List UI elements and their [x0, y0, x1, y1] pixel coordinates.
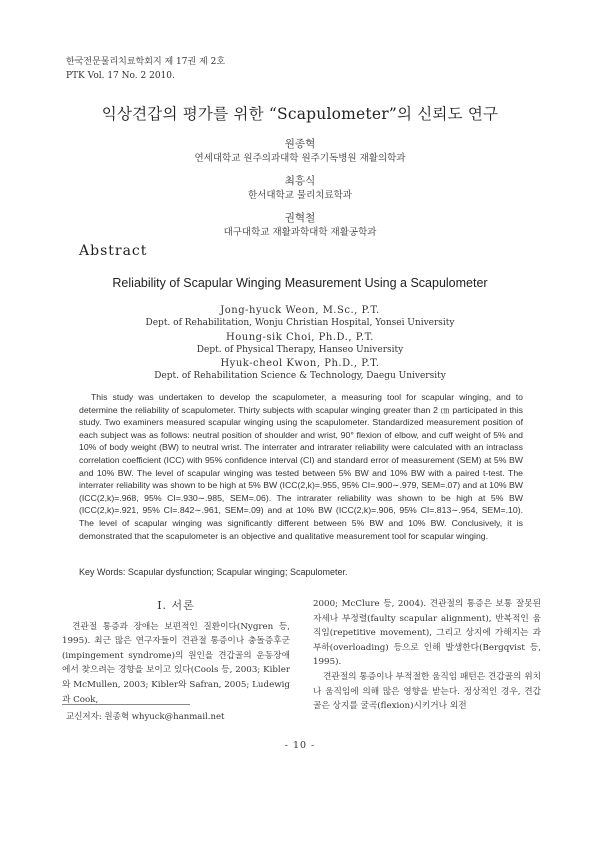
author-2-affiliation-ko: 한서대학교 물리치료학과 — [248, 189, 352, 201]
korean-title: 익상견갑의 평가를 위한 “Scapulometer”의 신뢰도 연구 — [101, 105, 499, 123]
english-title: Reliability of Scapular Winging Measurement Using a Scapulometer — [112, 276, 488, 290]
author-1-name-ko: 원종혁 — [284, 138, 316, 150]
page-number: - 10 - — [284, 740, 316, 751]
abstract-body: This study was undertaken to develop the scapulometer, a measuring tool for scapular winging, and to determine the reliability of scapulometer. Thirty subjects with scapular winging greater than 2 ㎝ participated in this study. Two examiners measured scapular winging using the scapulometer. Standardized measurement position of each subject was as follows: neutral position of shoulder and wrist, 90° flexion of elbow, and cuff weight of 5% and 10% of body weight (BW) to neutral wrist. The interrater and intrarater reliability were calculated with an intraclass correlation coefficient (ICC) with 95% confidence interval (CI) and standard error of measurement (SEM) at 5% BW and 10% BW. The level of scapular winging was tested between 5% BW and 10% BW with a paired t-test. The interrater reliability was shown to be high at 5% BW (ICC(2,k)=.955, 95% CI=.900∼.979, SEM=.07) and at 10% BW (ICC(2,k)=.968, 95% CI=.930∼.985, SEM=.06). The intrarater reliability was shown to be high at 5% BW (ICC(2,k)=.921, 95% CI=.842∼.961, SEM=.09) and at 10% BW (ICC(2,k)=.906, 95% CI=.813∼.954, SEM=.10). The level of scapular winging was significantly different between 5% BW and 10% BW. Conclusively, it is demonstrated that the scapulometer is an objective and qualitative measurement tool for scapular winging. — [79, 392, 523, 541]
author-2-affiliation-en: Dept. of Physical Therapy, Hanseo University — [196, 344, 404, 355]
corresponding-author-footnote: 교신저자: 원종혁 whyuck@hanmail.net — [66, 712, 225, 722]
author-3-name-en: Hyuk-cheol Kwon, Ph.D., P.T. — [220, 358, 380, 370]
intro-paragraph-2: 견관절의 통증이나 부적절한 움직임 패턴은 견갑골의 위치나 움직임에 의해 많은 영향을 받는다. 정상적인 경우, 견갑골은 상지를 굴곡(flexion)시키거나 외전 — [313, 671, 541, 712]
author-2-name-ko: 최흥식 — [284, 175, 316, 187]
author-3-affiliation-ko: 대구대학교 재활과학대학 재활공학과 — [223, 226, 377, 238]
author-3-name-ko: 권혁철 — [284, 212, 316, 224]
intro-left-column — [62, 597, 290, 707]
intro-paragraph-1: 견관절 통증과 장애는 보편적인 질환이다(Nygren 등, 1995). 최근 많은 연구자들이 견관절 통증이나 충돌증후군(impingement syndrome)의 원인을 견갑골의 운동장애에서 찾으려는 경향을 보이고 있다(Cools 등, 2003; Kibler와 McMullen, 2003; Kibler와 Safran, 2005; Ludewig과 Cook, — [62, 621, 290, 705]
intro-paragraph-1-continued: 2000; McClure 등, 2004). 견관절의 통증은 보통 잘못된 자세나 부정렬(faulty scapular alignment), 반복적인 움직임(repetitive movement), 그리고 상지에 가해지는 과부하(overloading) 등으로 인해 발생한다(Bergqvist 등, 1995). — [313, 599, 541, 668]
author-1-affiliation-en: Dept. of Rehabilitation, Wonju Christian Hospital, Yonsei University — [145, 318, 455, 329]
author-2-name-en: Houng-sik Choi, Ph.D., P.T. — [226, 331, 374, 343]
author-1-affiliation-ko: 연세대학교 원주의과대학 원주기독병원 재활의학과 — [194, 152, 406, 164]
author-3-affiliation-en: Dept. of Rehabilitation Science & Technology, Daegu University — [154, 371, 446, 382]
journal-volume-line: PTK Vol. 17 No. 2 2010. — [66, 71, 175, 81]
english-authors — [0, 304, 600, 384]
journal-name-korean: 한국전문물리치료학회지 제 17권 제 2호 — [66, 57, 226, 67]
journal-header — [66, 55, 225, 83]
author-1-name-en: Jong-hyuck Weon, M.Sc., P.T. — [220, 305, 380, 316]
intro-right-column — [313, 597, 541, 714]
footnote-divider — [62, 704, 190, 705]
intro-heading: Ⅰ. 서론 — [157, 599, 195, 612]
abstract-heading: Abstract — [79, 243, 148, 259]
korean-authors — [0, 137, 600, 240]
keywords: Key Words: Scapular dysfunction; Scapular winging; Scapulometer. — [79, 567, 348, 577]
